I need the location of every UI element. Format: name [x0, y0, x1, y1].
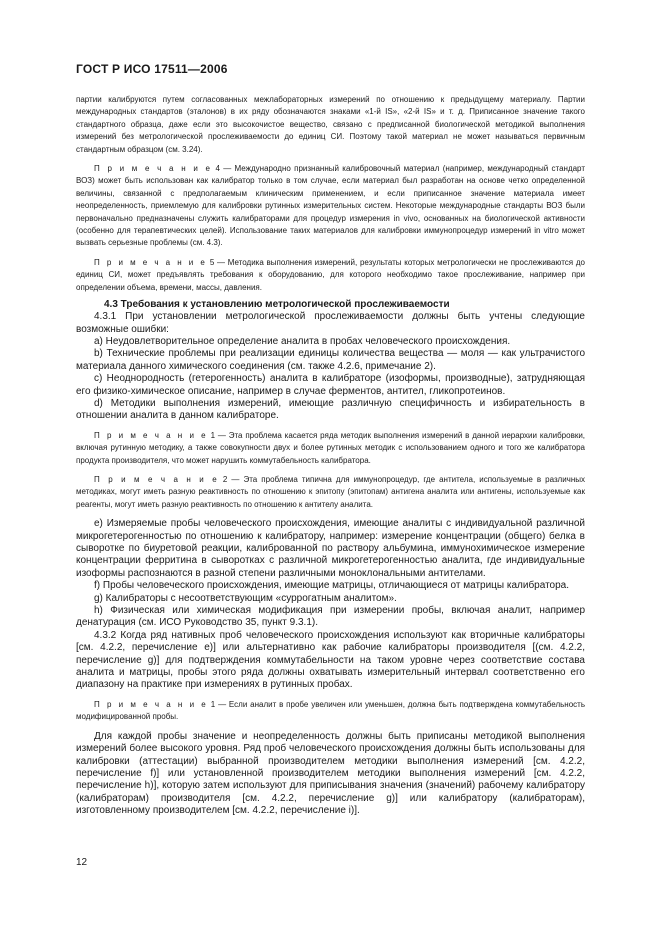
note-last — [76, 699, 585, 724]
list-item-e: е) Измеряемые пробы человеческого происхождения, имеющие аналиты с индивидуальной различной микрогетерогенностью по отношению к калибратору, например: измерение концентрации (общего) белка в сыворотке по биуретовой реакции, калиброванной по раствору альбумина, иммунохимическое измерение концентрации ферритина в сыворотках с различной микрогетерогенностью аналита, где индивидуальные изоформы распознаются в разной степени различными моноклональными антителами. — [76, 518, 585, 579]
list-item-g: g) Калибраторы с несоответствующим «суррогатным аналитом». — [94, 592, 397, 604]
list-item-c: с) Неоднородность (гетерогенность) аналита в калибраторе (изоформы, производные), затрудняющая его физико-химическое описание, например в случае ферментов, антител, гликопротеинов. — [76, 373, 585, 397]
list-item-b: b) Технические проблемы при реализации единицы количества вещества — моля — как ультрачистого материала данного химического соединения (см. также 4.2.6, примечание 2). — [76, 348, 585, 372]
intro-paragraph: партии калибруются путем согласованных межлабораторных измерений по отношению к предыдущему материалу. Партии международных стандартов (эталонов) в их ряду обозначаются знаками «1-й IS», «2-й IS» и т. д. Приписанное значение такого стандартного образца, даже если это высокочистое вещество, связано с предписанной биологической методикой выполнения измерений без метрологической прослеживаемости до единиц СИ. Поэтому такой материал не может называться первичным стандартным образцом (см. 3.24). — [76, 95, 585, 154]
page-number: 12 — [76, 857, 88, 868]
list-item-f: f) Пробы человеческого происхождения, имеющие матрицы, отличающиеся от матрицы калибратора. — [94, 580, 570, 592]
note-4-label: П р и м е ч а н и е — [94, 164, 213, 174]
paragraph-4-3-1: 4.3.1 При установлении метрологической прослеживаемости должны быть учтены следующие возможные ошибки: — [76, 311, 585, 335]
final-paragraph: Для каждой пробы значение и неопределенность должны быть приписаны методикой выполнения измерений более высокого уровня. Ряд проб человеческого происхождения должны быть использованы для калибровки (аттестации) выбранной производителем методики выполнения измерений [см. 4.2.2, перечисление f)] или установленной производителем методики выполнения измерений [см. 4.2.2, перечисление h)], которую затем используют для приписывания значения (значений) рабочему калибратору (калибраторам) производителя [см. 4.2.2, перечисление g)] или калибратору (калибраторам), изготовленному производителем [см. 4.2.2, перечисление i)]. — [76, 730, 585, 817]
list-item-h: h) Физическая или химическая модификация при измерении пробы, включая аналит, например денатурация (см. ИСО Руководство 35, пункт 9.3.1). — [76, 605, 585, 629]
page-content — [76, 94, 585, 818]
page-header: ГОСТ Р ИСО 17511—2006 — [76, 62, 228, 76]
note-5 — [76, 257, 585, 294]
note-5-text: 5 — Методика выполнения измерений, результаты которых метрологически не прослеживаются до единиц СИ, может предъявлять требования к оборудованию, для которого необходимо такое прослеживание, например при определении объема, времени, массы, давления. — [76, 257, 585, 292]
note-1-label: П р и м е ч а н и е — [94, 430, 208, 440]
paragraph-4-3-2: 4.3.2 Когда ряд нативных проб человеческого происхождения используют как вторичные калибраторы [см. 4.2.2, перечисление е)] или альтернативно как рабочие калибраторы производителя [(см. 4.2.2, перечисление g)] для подтверждения коммутабельности на таком уровне через соответствие состава аналита и матрицы, пробы этого ряда должны охватывать измерительный интервал соответственно его диапазону на практике при измерениях в рутинных пробах. — [76, 629, 585, 691]
note-1-text: 1 — Эта проблема касается ряда методик выполнения измерений в данной иерархии калибровки, включая рутинную методику, а также совокупности двух и более рутинных методик с использованием одного и того же калибратора продукта производителя, что может нарушить коммутабельность калибратора. — [76, 430, 586, 465]
note-last-text: 1 — Если аналит в пробе увеличен или уменьшен, должна быть подтверждена коммутабельность модифицированной пробы. — [76, 699, 585, 722]
note-4 — [76, 163, 585, 250]
list-item-d: d) Методики выполнения измерений, имеющие различную специфичность и избирательность в отношении аналита в данном калибраторе. — [76, 397, 585, 422]
section-heading: 4.3 Требования к установлению метрологической прослеживаемости — [104, 299, 450, 311]
note-2 — [76, 474, 585, 511]
note-4-text: 4 — Международно признанный калибровочный материал (например, международный стандарт ВОЗ) может быть использован как калибратор только в том случае, если материал был разработан на основе четко определенной величины, связанной с предполагаемым клиническим применением, и если приписанное значение материала имеет неопределенность, приемлемую для калибровки рутинных измерительных систем. Некоторые международные стандарты ВОЗ были первоначально предназначены служить калибраторами для процедур измерения in vivo, основанных на биологической активности (особенно для терапевтических целей). Использование таких материалов для калибровки иммунопроцедур измерений in vitro может вызвать серьезные проблемы (см. 4.3). — [76, 164, 585, 248]
note-last-label: П р и м е ч а н и е — [94, 699, 208, 709]
note-2-label: П р и м е ч а н и е — [94, 474, 219, 484]
list-item-a: а) Неудовлетворительное определение аналита в пробах человеческого происхождения. — [94, 335, 511, 347]
note-2-text: 2 — Эта проблема типична для иммунопроцедур, где антитела, используемые в различных методиках, могут иметь разную реактивность по отношению к эпитопу (эпитопам) антигена аналита или антигены, используемые как реагенты, могут иметь разную реактивность по отношению к антителу аналита. — [76, 474, 585, 509]
note-1 — [76, 430, 585, 467]
note-5-label: П р и м е ч а н и е — [94, 257, 208, 267]
